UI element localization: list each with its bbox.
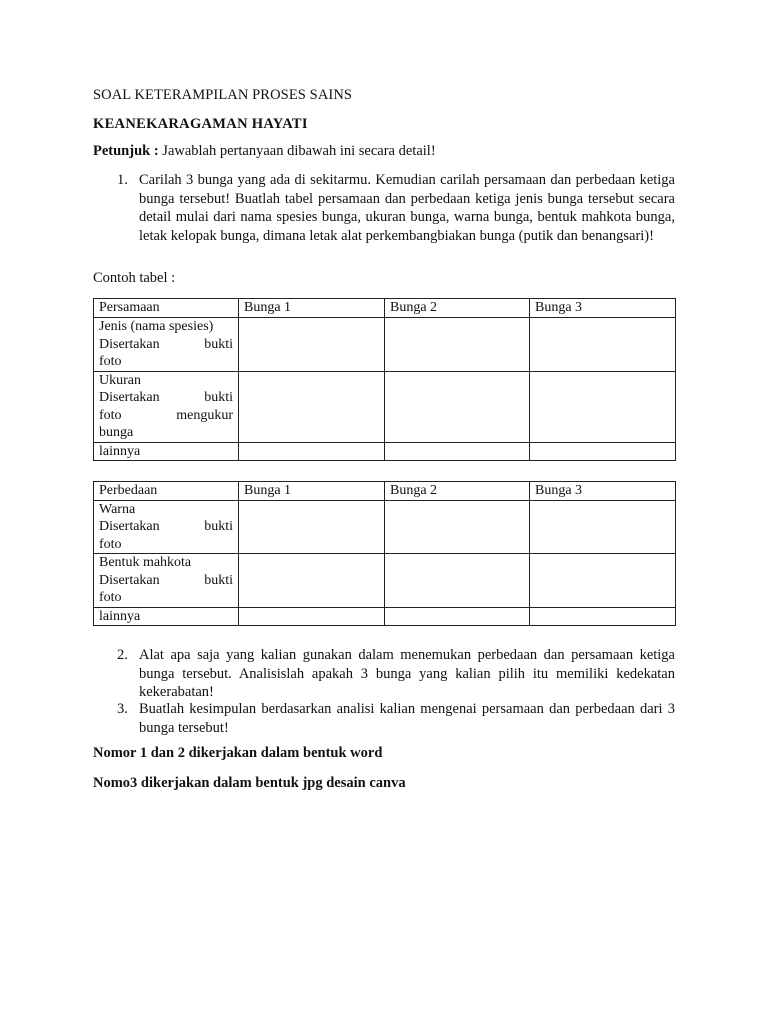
empty-cell[interactable] — [385, 607, 530, 626]
cell-word: mengukur — [176, 407, 233, 423]
cell-line: Warna — [99, 501, 136, 517]
empty-cell[interactable] — [239, 442, 385, 461]
empty-cell[interactable] — [385, 554, 530, 608]
empty-cell[interactable] — [385, 318, 530, 372]
cell-line — [99, 389, 233, 407]
question-1-number: 1. — [117, 172, 128, 188]
instruction — [93, 143, 436, 160]
question-1-text: Carilah 3 bunga yang ada di sekitarmu. Kemudian carilah persamaan dan perbedaan ketiga bunga tersebut! Buatlah tabel persamaan dan perbedaan ketiga jenis bunga tersebut secara detail mulai dari nama spesies bunga, ukuran bunga, warna bunga, bentuk mahkota bunga, letak kelopak bunga, dimana letak alat perkembangbiakan bunga (putik dan benangsari)! — [139, 172, 675, 244]
table-row — [94, 442, 676, 461]
instruction-label: Petunjuk : — [93, 143, 159, 159]
example-table-label: Contoh tabel : — [93, 270, 176, 286]
header-cell: Persamaan — [94, 299, 239, 318]
instruction-text: Jawablah pertanyaan dibawah ini secara detail! — [158, 143, 436, 159]
empty-cell[interactable] — [530, 318, 676, 372]
row-label-cell: lainnya — [94, 442, 239, 461]
question-3-number: 3. — [117, 701, 128, 717]
question-3 — [117, 700, 675, 737]
empty-cell[interactable] — [385, 442, 530, 461]
empty-cell[interactable] — [530, 371, 676, 442]
question-2 — [117, 646, 675, 702]
empty-cell[interactable] — [530, 442, 676, 461]
empty-cell[interactable] — [239, 500, 385, 554]
empty-cell[interactable] — [239, 554, 385, 608]
row-label-cell — [94, 318, 239, 372]
row-label-cell — [94, 554, 239, 608]
table-row — [94, 371, 676, 442]
document-subtitle: KEANEKARAGAMAN HAYATI — [93, 116, 308, 132]
empty-cell[interactable] — [239, 371, 385, 442]
cell-word: bukti — [204, 572, 233, 588]
header-cell: Perbedaan — [94, 482, 239, 501]
empty-cell[interactable] — [239, 607, 385, 626]
table-row — [94, 318, 676, 372]
empty-cell[interactable] — [385, 500, 530, 554]
cell-word: foto — [99, 407, 122, 423]
question-3-text: Buatlah kesimpulan berdasarkan analisi kalian mengenai persamaan dan perbedaan dari 3 bunga tersebut! — [139, 701, 675, 736]
table-header-row — [94, 482, 676, 501]
cell-word: bukti — [204, 519, 233, 534]
question-2-text: Alat apa saja yang kalian gunakan dalam menemukan perbedaan dan persamaan ketiga bunga tersebut. Analisislah apakah 3 bunga yang kalian pilih itu memiliki kedekatan kekerabatan! — [139, 647, 675, 700]
empty-cell[interactable] — [530, 500, 676, 554]
cell-line — [99, 518, 233, 536]
row-label-cell: lainnya — [94, 607, 239, 626]
cell-line — [99, 572, 233, 590]
cell-line: Ukuran — [99, 372, 141, 388]
header-cell: Bunga 3 — [530, 482, 676, 501]
empty-cell[interactable] — [239, 318, 385, 372]
cell-line: foto — [99, 590, 122, 605]
cell-word: bukti — [204, 336, 233, 352]
question-1 — [117, 171, 675, 245]
table-row — [94, 554, 676, 608]
cell-line — [99, 336, 233, 354]
question-2-number: 2. — [117, 647, 128, 663]
cell-line — [99, 407, 233, 425]
cell-line: foto — [99, 536, 122, 552]
cell-word: bukti — [204, 390, 233, 405]
empty-cell[interactable] — [530, 554, 676, 608]
cell-line: bunga — [99, 425, 134, 440]
differences-table — [93, 481, 676, 626]
header-cell: Bunga 3 — [530, 299, 676, 318]
table-header-row — [94, 299, 676, 318]
cell-word: Disertakan — [99, 519, 160, 534]
empty-cell[interactable] — [530, 607, 676, 626]
header-cell: Bunga 1 — [239, 482, 385, 501]
cell-word: Disertakan — [99, 336, 160, 352]
row-label-cell — [94, 371, 239, 442]
cell-line: foto — [99, 354, 122, 369]
row-label-cell — [94, 500, 239, 554]
table-row — [94, 607, 676, 626]
note-word-format: Nomor 1 dan 2 dikerjakan dalam bentuk word — [93, 745, 383, 761]
cell-word: Disertakan — [99, 572, 160, 588]
header-cell: Bunga 2 — [385, 299, 530, 318]
cell-line: Bentuk mahkota — [99, 555, 192, 570]
header-cell: Bunga 2 — [385, 482, 530, 501]
document-title: SOAL KETERAMPILAN PROSES SAINS — [93, 87, 353, 103]
empty-cell[interactable] — [385, 371, 530, 442]
cell-word: Disertakan — [99, 390, 160, 405]
cell-line: Jenis (nama spesies) — [99, 319, 214, 334]
similarities-table — [93, 298, 676, 461]
header-cell: Bunga 1 — [239, 299, 385, 318]
note-jpg-format: Nomo3 dikerjakan dalam bentuk jpg desain canva — [93, 775, 406, 791]
table-row — [94, 500, 676, 554]
